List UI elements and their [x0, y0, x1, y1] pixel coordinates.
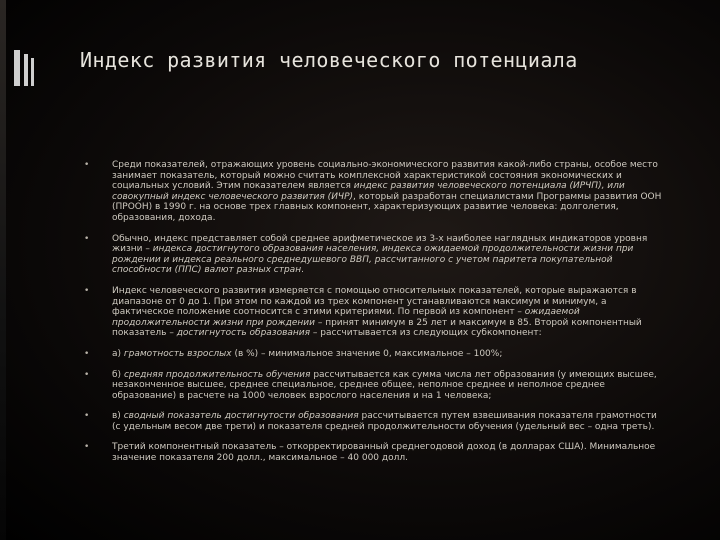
text-run: . [301, 265, 304, 276]
text-run: рассчитывается как сумма числа лет образования (у имеющих высшее, незаконченное высшее, среднее специальное, среднее общее, неполное среднее и неполное среднее образование) в расчете на 1000 человек взрослого населения и на 1 человека; [112, 369, 657, 401]
decor-bar [14, 50, 20, 86]
italic-term: ожидаемой продолжительности жизни при рождении [112, 307, 580, 328]
italic-term: индекс развития человеческого потенциала (ИРЧП), или совокупный индекс человеческого развития (ИЧР) [112, 181, 625, 202]
italic-term: средняя продолжительность обучения [123, 369, 311, 380]
text-run: Обычно, индекс представляет собой среднее арифметическое из 3-х наиболее наглядных индикаторов уровня жизни – [112, 233, 648, 255]
text-run: б) [112, 369, 124, 380]
decor-bar [24, 54, 28, 86]
left-edge-bar [0, 0, 6, 540]
bullet-item [84, 349, 664, 360]
text-run: в) [112, 411, 124, 422]
bullet-item [84, 442, 664, 463]
italic-term: сводный показатель достигнутости образования [123, 411, 359, 422]
text-run: Третий компонентный показатель – откорректированный среднегодовой доход (в долларах США). Минимальное значение показателя 200 долл., максимальное – 40 000 долл. [112, 442, 656, 464]
italic-term: достигнутость образования [176, 328, 311, 339]
bar-decoration-icon [14, 50, 44, 90]
bullet-item [84, 370, 664, 402]
italic-term: индекса достигнутого образования населения, индекса ожидаемой продолжительности жизни при рождении и индекса реального среднедушевого ВВП, рассчитанного с учетом паритета покупательной способности (ППС) валют разных стран [112, 244, 634, 276]
bullet-list [84, 160, 664, 474]
bullet-item [84, 234, 664, 276]
text-run: – рассчитывается из следующих субкомпонент: [310, 328, 542, 339]
text-run: Среди показателей, отражающих уровень социально-экономического развития какой-либо страны, особое место занимает показатель, который можно считать комплексной характеристикой состояния экономических и социальных условий. Этим показателем является [112, 160, 658, 192]
text-run: – принят минимум в 25 лет и максимум в 85. Второй компонентный показатель – [112, 317, 642, 339]
text-run: (в %) – минимальное значение 0, максимальное – 100%; [231, 348, 503, 359]
text-run: а) [112, 348, 124, 359]
text-run: Индекс человеческого развития измеряется с помощью относительных показателей, которые выражаются в диапазоне от 0 до 1. При этом по каждой из трех компонент устанавливаются максимум и минимум, а фактическое положение соотносится с этими критериями. По первой из компонент – [112, 285, 637, 318]
bullet-item [84, 411, 664, 432]
text-run: рассчитывается путем взвешивания показателя грамотности (с удельным весом две трети) и показателя средней продолжительности обучения (удельный вес – одна треть). [112, 411, 657, 432]
decor-bar [31, 58, 34, 86]
text-run: , который разработан специалистами Программы развития ООН (ПРООН) в 1990 г. на основе трех главных компонент, характеризующих развитие человека: долголетия, образования, дохода. [112, 191, 662, 223]
bullet-item [84, 286, 664, 339]
italic-term: грамотность взрослых [123, 348, 232, 359]
slide-title: Индекс развития человеческого потенциала [80, 48, 578, 72]
bullet-item [84, 160, 664, 224]
